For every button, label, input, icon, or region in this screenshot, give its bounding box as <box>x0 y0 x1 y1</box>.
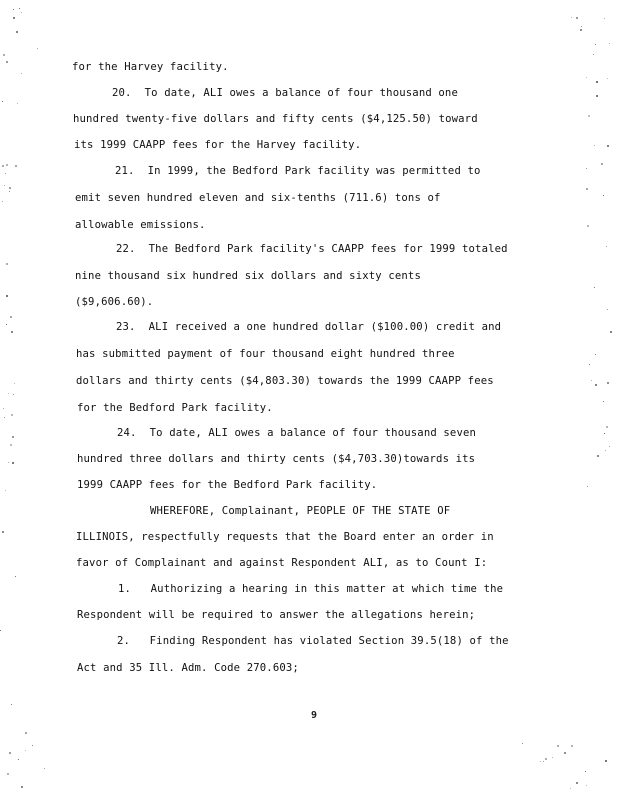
scan-speck <box>603 401 604 402</box>
scan-speck <box>32 745 33 746</box>
scan-speck <box>591 380 592 381</box>
paragraph-22-line-3: ($9,606.60). <box>75 296 154 308</box>
paragraph-23-line-2: has submitted payment of four thousand eight hundred three <box>76 348 455 360</box>
scan-speck <box>564 752 566 754</box>
scan-speck <box>37 48 38 49</box>
scan-speck <box>604 433 605 434</box>
scan-speck <box>595 354 596 355</box>
scan-speck <box>543 761 544 762</box>
scan-speck <box>8 393 9 394</box>
scan-speck <box>9 752 11 754</box>
scan-speck <box>6 324 7 325</box>
scan-speck <box>14 383 15 384</box>
scan-speck <box>607 309 608 310</box>
scan-speck <box>580 29 582 31</box>
scan-speck <box>522 743 523 744</box>
scan-speck <box>3 54 5 56</box>
scan-speck <box>6 295 8 297</box>
request-2-line-2: Act and 35 Ill. Adm. Code 270.603; <box>77 662 299 674</box>
scan-speck <box>606 246 607 247</box>
scan-speck <box>4 185 5 186</box>
scan-speck <box>7 773 9 775</box>
scan-speck <box>586 188 588 190</box>
scan-speck <box>2 101 3 102</box>
scan-speck <box>595 44 596 45</box>
scan-speck <box>605 760 607 762</box>
paragraph-23-line-4: for the Bedford Park facility. <box>77 402 273 414</box>
scan-speck <box>10 316 12 318</box>
request-2-line-1: 2. Finding Respondent has violated Section 39.5(18) of the <box>117 635 509 647</box>
scan-speck <box>607 382 609 384</box>
paragraph-24-line-2: hundred three dollars and thirty cents ($4,703.30)towards its <box>77 453 476 465</box>
scan-speck <box>2 201 3 202</box>
scan-speck <box>586 785 587 786</box>
scan-speck <box>8 462 9 463</box>
paragraph-22-line-1: 22. The Bedford Park facility's CAAPP fees for 1999 totaled <box>116 243 508 255</box>
scan-speck <box>594 287 595 288</box>
request-1-line-2: Respondent will be required to answer the allegations herein; <box>77 609 476 621</box>
scan-speck <box>11 414 13 416</box>
scan-speck <box>11 704 12 705</box>
paragraph-24-line-3: 1999 CAAPP fees for the Bedford Park facility. <box>77 479 378 491</box>
scan-speck <box>588 115 590 117</box>
scan-speck <box>0 630 1 631</box>
paragraph-21-line-2: emit seven hundred eleven and six-tenths (711.6) tons of <box>75 192 441 204</box>
scan-speck <box>607 78 608 79</box>
scan-speck <box>9 187 11 189</box>
wherefore-line-3: favor of Complainant and against Respondent ALI, as to Count I: <box>76 557 488 569</box>
scan-speck <box>607 145 609 147</box>
scan-speck <box>552 757 553 758</box>
scan-speck <box>6 164 8 166</box>
scan-speck <box>18 759 19 760</box>
paragraph-21-line-3: allowable emissions. <box>75 219 206 231</box>
scan-speck <box>587 486 588 487</box>
scan-speck <box>576 782 578 784</box>
scan-speck <box>604 18 605 19</box>
scan-speck <box>593 54 594 55</box>
text-line: for the Harvey facility. <box>72 61 229 73</box>
scan-speck <box>585 771 586 772</box>
scan-speck <box>571 745 573 747</box>
scan-speck <box>2 165 4 167</box>
scan-speck <box>13 9 14 10</box>
wherefore-line-2: ILLINOIS, respectfully requests that the Board enter an order in <box>76 531 494 543</box>
paragraph-21-line-1: 21. In 1999, the Bedford Park facility was permitted to <box>115 165 481 177</box>
scan-speck <box>6 263 8 265</box>
scan-speck <box>586 168 587 169</box>
scan-speck <box>5 173 6 174</box>
paragraph-20-line-1: 20. To date, ALI owes a balance of four thousand one <box>112 87 458 99</box>
scan-speck <box>601 163 603 165</box>
scan-speck <box>10 444 12 446</box>
scan-speck <box>594 145 595 146</box>
paragraph-23-line-3: dollars and thirty cents ($4,803.30) towards the 1999 CAAPP fees <box>76 375 494 387</box>
page-number: 9 <box>311 710 318 721</box>
scan-speck <box>44 768 45 769</box>
scan-speck <box>6 61 8 63</box>
scan-speck <box>2 531 4 533</box>
scan-speck <box>587 225 589 227</box>
paragraph-20-line-2: hundred twenty-five dollars and fifty cents ($4,125.50) toward <box>73 113 478 125</box>
paragraph-23-line-1: 23. ALI received a one hundred dollar ($100.00) credit and <box>116 321 502 333</box>
request-1-line-1: 1. Authorizing a hearing in this matter at which time the <box>118 583 504 595</box>
scan-speck <box>12 462 14 464</box>
scan-speck <box>586 77 587 78</box>
scan-speck <box>540 761 541 762</box>
scan-speck <box>597 455 599 457</box>
scan-speck <box>13 394 14 395</box>
wherefore-line-1: WHEREFORE, Complainant, PEOPLE OF THE STATE OF <box>150 505 451 517</box>
scan-speck <box>581 26 582 27</box>
scan-speck <box>610 331 612 333</box>
scan-speck <box>570 788 571 789</box>
scan-speck <box>15 165 17 167</box>
scan-speck <box>605 450 606 451</box>
scan-speck <box>25 750 26 751</box>
scan-speck <box>19 8 20 9</box>
scan-speck <box>5 490 6 491</box>
scan-speck <box>12 436 14 438</box>
scan-speck <box>16 31 18 33</box>
scan-speck <box>25 732 27 734</box>
scan-speck <box>609 446 610 447</box>
scan-speck <box>596 81 598 83</box>
scan-speck <box>9 191 10 192</box>
paragraph-24-line-1: 24. To date, ALI owes a balance of four thousand seven <box>117 427 477 439</box>
scan-speck <box>595 384 597 386</box>
scan-speck <box>21 73 22 74</box>
scan-speck <box>576 17 578 19</box>
scan-speck <box>17 103 18 104</box>
scan-speck <box>4 417 5 418</box>
scan-speck <box>13 17 15 19</box>
scan-speck <box>603 195 604 196</box>
scan-speck <box>589 364 590 365</box>
scan-speck <box>21 12 22 13</box>
scan-speck <box>15 576 16 577</box>
scan-speck <box>609 43 610 44</box>
scan-speck <box>606 426 608 428</box>
scan-speck <box>3 408 4 409</box>
scan-speck <box>571 17 572 18</box>
scan-speck <box>596 95 598 97</box>
scan-speck <box>11 331 13 333</box>
paragraph-20-line-3: its 1999 CAAPP fees for the Harvey facility. <box>74 139 362 151</box>
scan-speck <box>545 758 547 760</box>
scan-speck <box>21 786 23 788</box>
scan-speck <box>557 745 559 747</box>
paragraph-22-line-2: nine thousand six hundred six dollars and sixty cents <box>75 270 421 282</box>
